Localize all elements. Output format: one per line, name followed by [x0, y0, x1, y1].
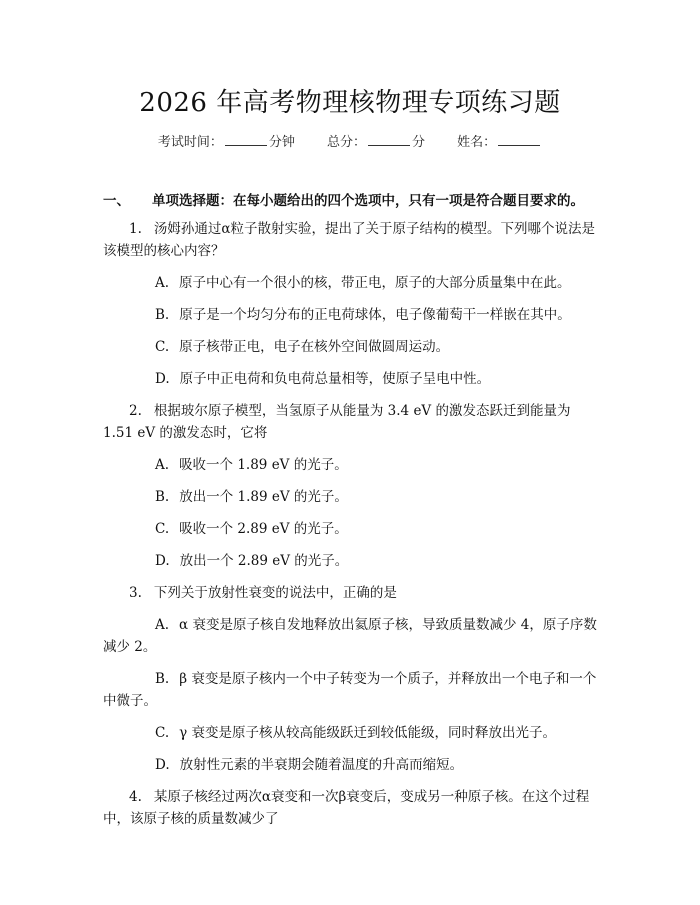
- option-text: 原子是一个均匀分布的正电荷球体，电子像葡萄干一样嵌在其中。: [179, 307, 571, 323]
- option-text: 原子中心有一个很小的核，带正电，原子的大部分质量集中在此。: [179, 275, 571, 291]
- option-text: 原子核带正电，电子在核外空间做圆周运动。: [179, 339, 450, 355]
- section-heading: [103, 189, 603, 209]
- option-c: [103, 336, 598, 358]
- option-letter: B.: [155, 307, 170, 323]
- option-text: γ 衰变是原子核从较高能级跃迁到较低能级，同时释放出光子。: [179, 725, 556, 741]
- question-list: [103, 218, 598, 840]
- question-stem: [103, 218, 598, 262]
- score-unit: 分: [412, 135, 426, 150]
- option-letter: A.: [155, 617, 170, 633]
- question-text: 下列关于放射性衰变的说法中，正确的是: [153, 585, 397, 601]
- option-letter: B.: [155, 671, 170, 687]
- option-c: [103, 722, 598, 744]
- question-number: 2.: [129, 403, 142, 419]
- option-a: [103, 454, 598, 476]
- option-text: 原子中正电荷和负电荷总量相等，使原子呈电中性。: [179, 371, 491, 387]
- name-field: [457, 135, 542, 150]
- name-label: 姓名：: [457, 135, 497, 150]
- option-letter: D.: [155, 757, 170, 773]
- page-title: 2026 年高考物理核物理专项练习题: [139, 88, 561, 118]
- option-d: [103, 754, 598, 776]
- option-text: 吸收一个 1.89 eV 的光子。: [179, 457, 348, 473]
- option-b: [103, 668, 598, 712]
- option-text: 放出一个 2.89 eV 的光子。: [179, 553, 349, 569]
- option-b: [103, 486, 598, 508]
- section-number: 一、: [103, 193, 130, 209]
- score-label: 总分：: [326, 135, 366, 150]
- question-number: 1.: [129, 221, 142, 237]
- question-number: 3.: [129, 585, 142, 601]
- score-blank: [368, 133, 410, 146]
- question-1: [103, 218, 598, 390]
- option-a: [103, 272, 598, 294]
- option-text: 放出一个 1.89 eV 的光子。: [179, 489, 348, 505]
- question-text: 根据玻尔原子模型，当氢原子从能量为 3.4 eV 的激发态跃迁到能量为 1.51 eV 的激发态时，它将: [103, 403, 571, 441]
- question-stem: [103, 400, 598, 444]
- option-text: α 衰变是原子核自发地释放出氦原子核，导致质量数减少 4，原子序数减少 2。: [103, 617, 597, 655]
- option-letter: A.: [155, 457, 170, 473]
- option-letter: D.: [155, 371, 170, 387]
- option-d: [103, 368, 598, 390]
- question-text: 汤姆孙通过α粒子散射实验，提出了关于原子结构的模型。下列哪个说法是该模型的核心内容？: [103, 221, 596, 259]
- score-field: [327, 135, 429, 150]
- time-unit: 分钟: [268, 135, 295, 150]
- option-letter: A.: [155, 275, 170, 291]
- option-letter: D.: [155, 553, 170, 569]
- option-a: [103, 614, 598, 658]
- question-stem: [103, 786, 598, 830]
- exam-meta: [0, 131, 700, 150]
- question-stem: [103, 582, 598, 604]
- option-text: β 衰变是原子核内一个中子转变为一个质子，并释放出一个电子和一个中微子。: [103, 671, 597, 709]
- option-letter: C.: [155, 339, 170, 355]
- option-letter: C.: [155, 521, 170, 537]
- time-blank: [225, 133, 267, 146]
- section-text: 单项选择题：在每小题给出的四个选项中，只有一项是符合题目要求的。: [152, 193, 584, 209]
- question-text: 某原子核经过两次α衰变和一次β衰变后，变成另一种原子核。在这个过程中，该原子核的质量数减少了: [103, 789, 590, 827]
- question-4: [103, 786, 598, 830]
- option-c: [103, 518, 598, 540]
- question-2: [103, 400, 598, 572]
- option-b: [103, 304, 598, 326]
- option-letter: B.: [155, 489, 170, 505]
- option-letter: C.: [155, 725, 170, 741]
- option-text: 放射性元素的半衰期会随着温度的升高而缩短。: [179, 757, 464, 773]
- question-3: [103, 582, 598, 776]
- option-d: [103, 550, 598, 572]
- time-field: [158, 135, 299, 150]
- name-blank: [498, 133, 540, 146]
- question-number: 4.: [129, 789, 142, 805]
- option-text: 吸收一个 2.89 eV 的光子。: [179, 521, 348, 537]
- time-label: 考试时间：: [157, 135, 223, 150]
